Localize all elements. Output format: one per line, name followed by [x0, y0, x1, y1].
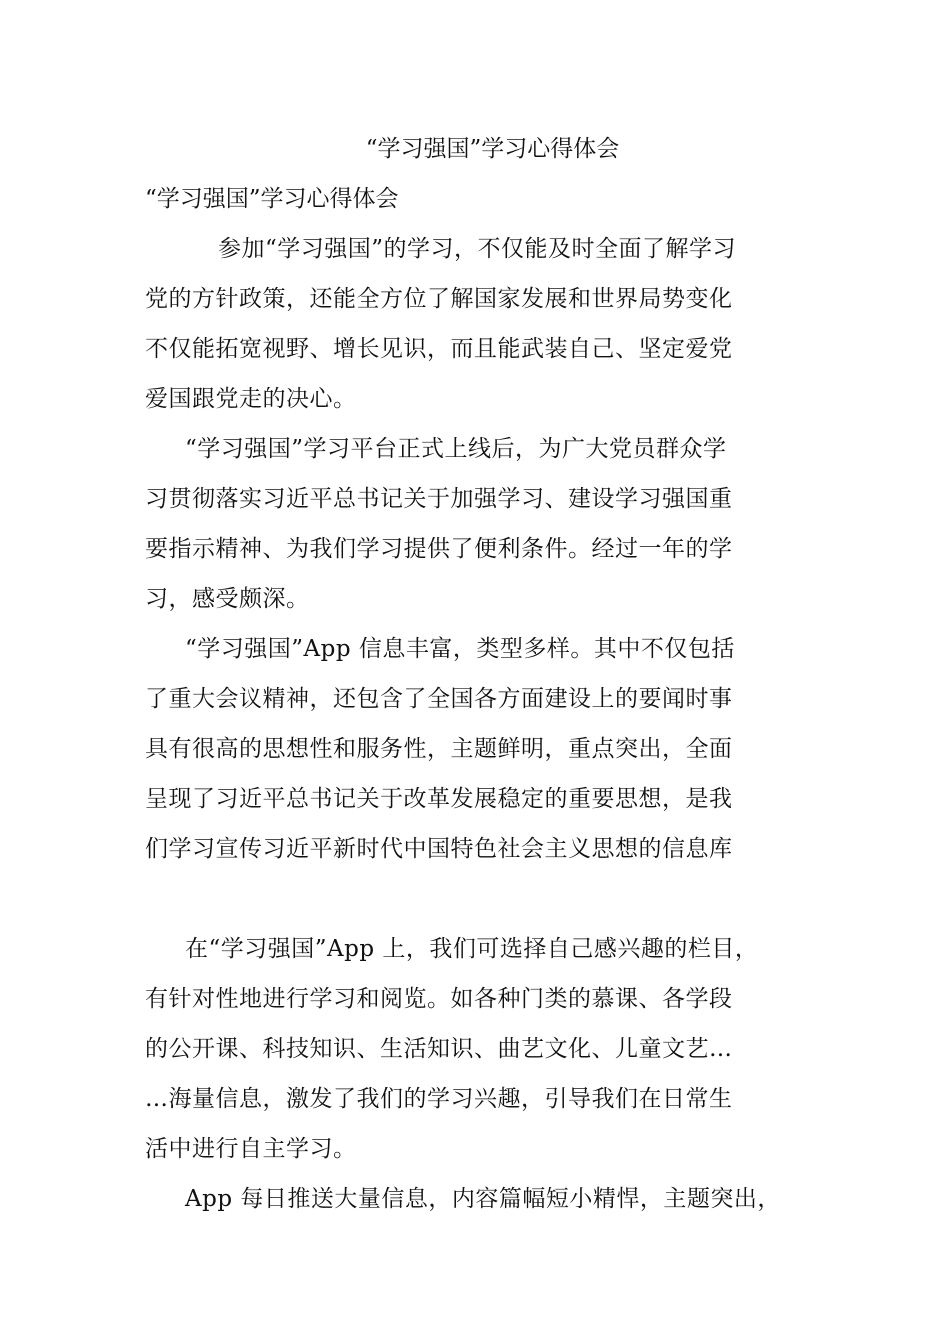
- paragraph-line: …海量信息，激发了我们的学习兴趣，引导我们在日常生: [145, 1086, 733, 1112]
- paragraph-2: [145, 424, 810, 624]
- paragraph-line: 在“学习强国”App 上，我们可选择自己感兴趣的栏目，: [185, 936, 759, 962]
- paragraph-line: 习，感受颇深。: [145, 586, 310, 612]
- paragraph-1: [145, 224, 810, 424]
- paragraph-line: 具有很高的思想性和服务性，主题鲜明，重点突出，全面: [145, 736, 733, 762]
- document-body: [145, 124, 810, 1224]
- paragraph-line: 们学习宣传习近平新时代中国特色社会主义思想的信息库: [145, 836, 733, 862]
- paragraph-line: 参加“学习强国”的学习，不仅能及时全面了解学习: [218, 236, 737, 262]
- paragraph-gap: [145, 874, 810, 924]
- paragraph-line: 爱国跟党走的决心。: [145, 386, 357, 412]
- paragraph-5: [145, 1174, 810, 1224]
- paragraph-line: 的公开课、科技知识、生活知识、曲艺文化、儿童文艺…: [145, 1036, 733, 1062]
- document-title: “学习强国”学习心得体会: [365, 136, 620, 162]
- paragraph-4: [145, 924, 810, 1174]
- paragraph-line: 习贯彻落实习近平总书记关于加强学习、建设学习强国重: [145, 486, 733, 512]
- paragraph-line: 不仅能拓宽视野、增长见识，而且能武装自己、坚定爱党: [145, 336, 733, 362]
- paragraph-line: 活中进行自主学习。: [145, 1136, 357, 1162]
- paragraph-3: [145, 624, 810, 874]
- paragraph-line: 有针对性地进行学习和阅览。如各种门类的慕课、各学段: [145, 986, 733, 1012]
- paragraph-line: 党的方针政策，还能全方位了解国家发展和世界局势变化: [145, 286, 733, 312]
- paragraph-line: 要指示精神、为我们学习提供了便利条件。经过一年的学: [145, 536, 733, 562]
- paragraph-line: 了重大会议精神，还包含了全国各方面建设上的要闻时事: [145, 686, 733, 712]
- paragraph-line: “学习强国”App 信息丰富，类型多样。其中不仅包括: [185, 636, 735, 662]
- document-subtitle: “学习强国”学习心得体会: [145, 186, 399, 212]
- paragraph-line: 呈现了习近平总书记关于改革发展稳定的重要思想，是我: [145, 786, 733, 812]
- paragraph-line: App 每日推送大量信息，内容篇幅短小精悍，主题突出，: [185, 1186, 781, 1212]
- paragraph-line: “学习强国”学习平台正式上线后，为广大党员群众学: [185, 436, 727, 462]
